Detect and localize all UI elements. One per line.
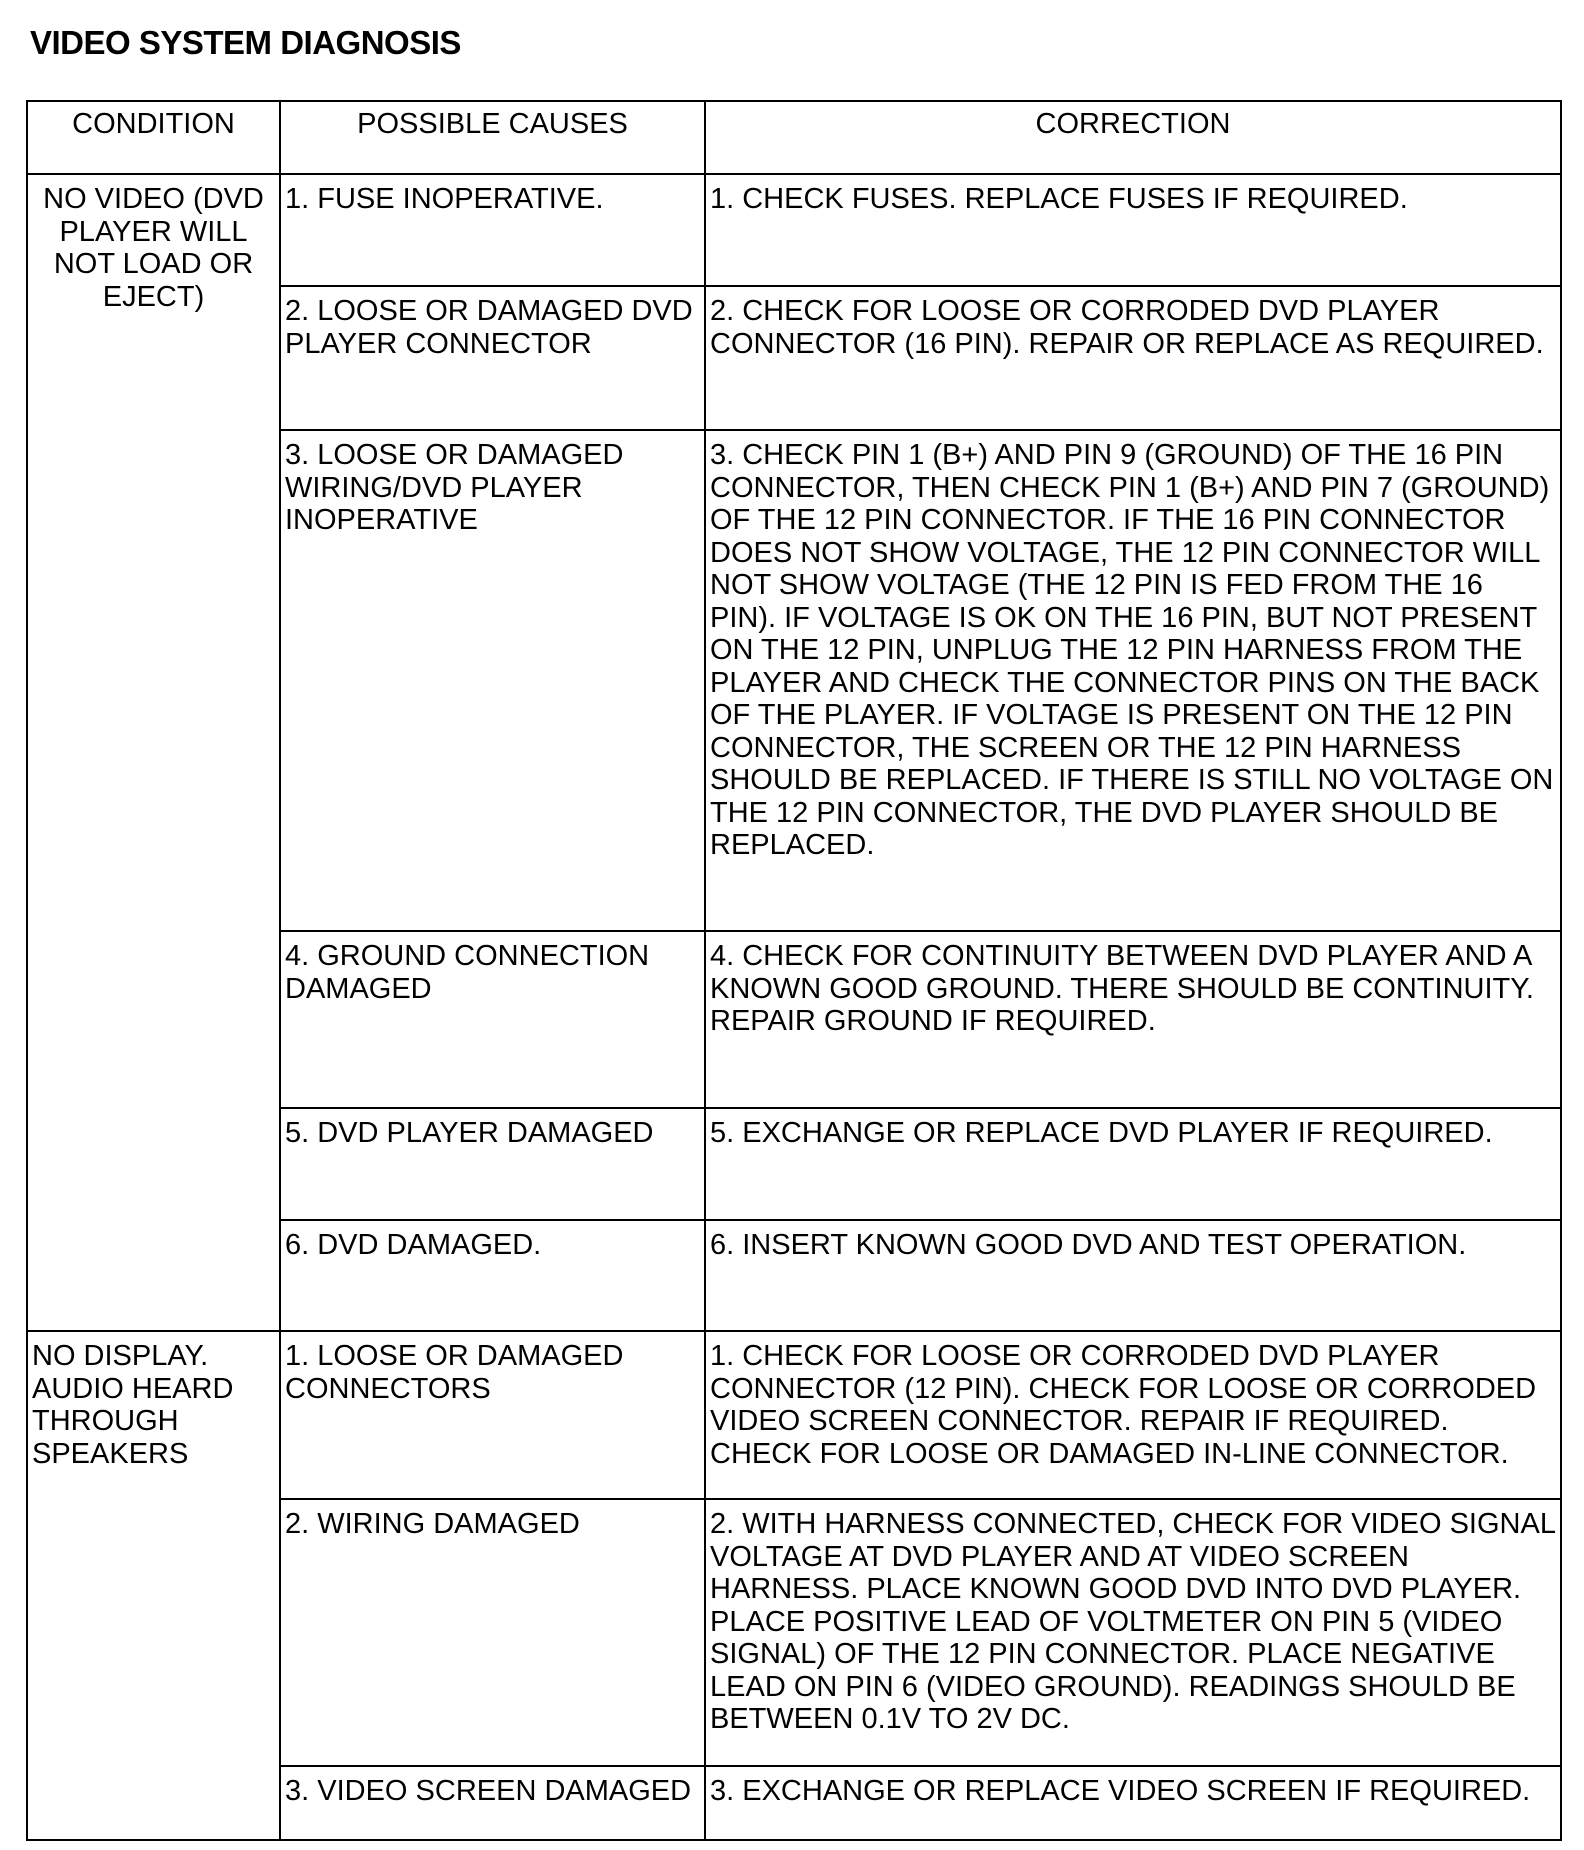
- correction-cell: 6. INSERT KNOWN GOOD DVD AND TEST OPERATION.: [705, 1220, 1561, 1331]
- cause-cell: 3. VIDEO SCREEN DAMAGED: [280, 1766, 705, 1840]
- correction-cell: 4. CHECK FOR CONTINUITY BETWEEN DVD PLAYER AND A KNOWN GOOD GROUND. THERE SHOULD BE CONTINUITY. REPAIR GROUND IF REQUIRED.: [705, 931, 1561, 1108]
- condition-cell: NO VIDEO (DVD PLAYER WILL NOT LOAD OR EJECT): [27, 174, 280, 1331]
- cause-cell: 3. LOOSE OR DAMAGED WIRING/DVD PLAYER INOPERATIVE: [280, 430, 705, 931]
- correction-cell: 3. EXCHANGE OR REPLACE VIDEO SCREEN IF REQUIRED.: [705, 1766, 1561, 1840]
- diagnosis-table: [26, 100, 1562, 1841]
- cause-cell: 2. LOOSE OR DAMAGED DVD PLAYER CONNECTOR: [280, 286, 705, 430]
- page-title: VIDEO SYSTEM DIAGNOSIS: [30, 24, 461, 61]
- cause-cell: 1. LOOSE OR DAMAGED CONNECTORS: [280, 1331, 705, 1499]
- cause-cell: 1. FUSE INOPERATIVE.: [280, 174, 705, 286]
- correction-cell: 2. WITH HARNESS CONNECTED, CHECK FOR VIDEO SIGNAL VOLTAGE AT DVD PLAYER AND AT VIDEO SCREEN HARNESS. PLACE KNOWN GOOD DVD INTO DVD PLAYER. PLACE POSITIVE LEAD OF VOLTMETER ON PIN 5 (VIDEO SIGNAL) OF THE 12 PIN CONNECTOR. PLACE NEGATIVE LEAD ON PIN 6 (VIDEO GROUND). READINGS SHOULD BE BETWEEN 0.1V TO 2V DC.: [705, 1499, 1561, 1766]
- correction-cell: 3. CHECK PIN 1 (B+) AND PIN 9 (GROUND) OF THE 16 PIN CONNECTOR, THEN CHECK PIN 1 (B+) AND PIN 7 (GROUND) OF THE 12 PIN CONNECTOR. IF THE 16 PIN CONNECTOR DOES NOT SHOW VOLTAGE, THE 12 PIN CONNECTOR WILL NOT SHOW VOLTAGE (THE 12 PIN IS FED FROM THE 16 PIN). IF VOLTAGE IS OK ON THE 16 PIN, BUT NOT PRESENT ON THE 12 PIN, UNPLUG THE 12 PIN HARNESS FROM THE PLAYER AND CHECK THE CONNECTOR PINS ON THE BACK OF THE PLAYER. IF VOLTAGE IS PRESENT ON THE 12 PIN CONNECTOR, THE SCREEN OR THE 12 PIN HARNESS SHOULD BE REPLACED. IF THERE IS STILL NO VOLTAGE ON THE 12 PIN CONNECTOR, THE DVD PLAYER SHOULD BE REPLACED.: [705, 430, 1561, 931]
- condition-cell: NO DISPLAY. AUDIO HEARD THROUGH SPEAKERS: [27, 1331, 280, 1840]
- table-row: [27, 1331, 1561, 1499]
- correction-cell: 2. CHECK FOR LOOSE OR CORRODED DVD PLAYER CONNECTOR (16 PIN). REPAIR OR REPLACE AS REQUIRED.: [705, 286, 1561, 430]
- header-condition: CONDITION: [27, 101, 280, 174]
- cause-cell: 4. GROUND CONNECTION DAMAGED: [280, 931, 705, 1108]
- header-correction: CORRECTION: [705, 101, 1561, 174]
- header-row: [27, 101, 1561, 174]
- correction-cell: 1. CHECK FUSES. REPLACE FUSES IF REQUIRED.: [705, 174, 1561, 286]
- header-possible-causes: POSSIBLE CAUSES: [280, 101, 705, 174]
- cause-cell: 6. DVD DAMAGED.: [280, 1220, 705, 1331]
- correction-cell: 5. EXCHANGE OR REPLACE DVD PLAYER IF REQUIRED.: [705, 1108, 1561, 1220]
- correction-cell: 1. CHECK FOR LOOSE OR CORRODED DVD PLAYER CONNECTOR (12 PIN). CHECK FOR LOOSE OR CORRODED VIDEO SCREEN CONNECTOR. REPAIR IF REQUIRED. CHECK FOR LOOSE OR DAMAGED IN-LINE CONNECTOR.: [705, 1331, 1561, 1499]
- cause-cell: 5. DVD PLAYER DAMAGED: [280, 1108, 705, 1220]
- cause-cell: 2. WIRING DAMAGED: [280, 1499, 705, 1766]
- table-row: [27, 174, 1561, 286]
